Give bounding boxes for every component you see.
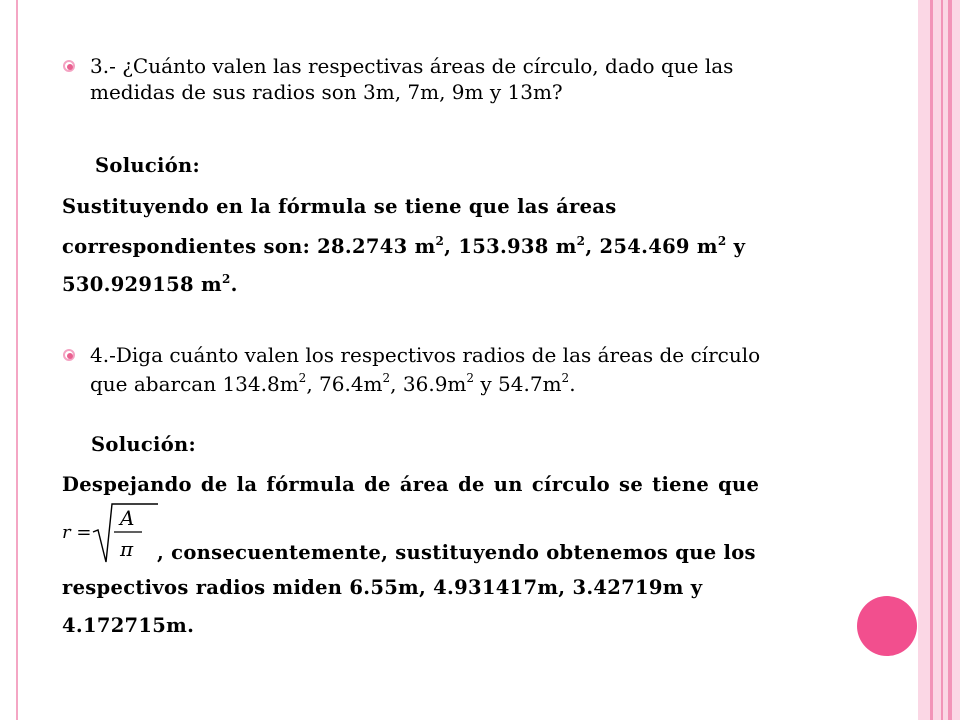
- bullet-icon: [63, 349, 75, 361]
- formula-denominator: π: [120, 537, 134, 561]
- problem4-line2: que abarcan $134.8m^2$, $76.4m^2$, $36.9m^2$ y $54.7m^2$.: [90, 371, 576, 396]
- problem3-line2: medidas de sus radios son 3m, 7m, 9m y 13m?: [90, 80, 563, 104]
- bullet-icon: [63, 60, 75, 72]
- left-border-line: [16, 0, 18, 720]
- solution3-line3: 530.929158 $m^2$.: [62, 271, 238, 296]
- decorative-circle: [857, 596, 917, 656]
- right-stripe: [930, 0, 933, 720]
- solution3-line1: Sustituyendo en la fórmula se tiene que las áreas: [62, 195, 617, 218]
- solution4-heading: Solución:: [91, 433, 197, 456]
- problem3-line1: 3.- ¿Cuánto valen las respectivas áreas de círculo, dado que las: [90, 54, 734, 78]
- formula-numerator: A: [120, 506, 135, 530]
- solution3-heading: Solución:: [95, 154, 201, 177]
- right-stripe: [941, 0, 943, 720]
- right-decorative-band: [918, 0, 960, 720]
- formula-lhs: r =: [62, 522, 92, 543]
- solution4-line1: Despejando de la fórmula de área de un círculo se tiene que: [62, 473, 760, 496]
- solution4-line3: respectivos radios miden 6.55m, 4.931417m, 3.42719m y: [62, 576, 703, 599]
- radius-formula: [62, 498, 162, 564]
- solution4-line4: 4.172715m.: [62, 614, 195, 637]
- problem4-line1: 4.-Diga cuánto valen los respectivos radios de las áreas de círculo: [90, 343, 761, 367]
- solution4-line2: , consecuentemente, sustituyendo obtenemos que los: [157, 541, 756, 564]
- solution3-line2: correspondientes son: 28.2743 $m^2$, 153.938 $m^2$, 254.469 $m^2$ y: [62, 233, 746, 258]
- right-stripe: [948, 0, 952, 720]
